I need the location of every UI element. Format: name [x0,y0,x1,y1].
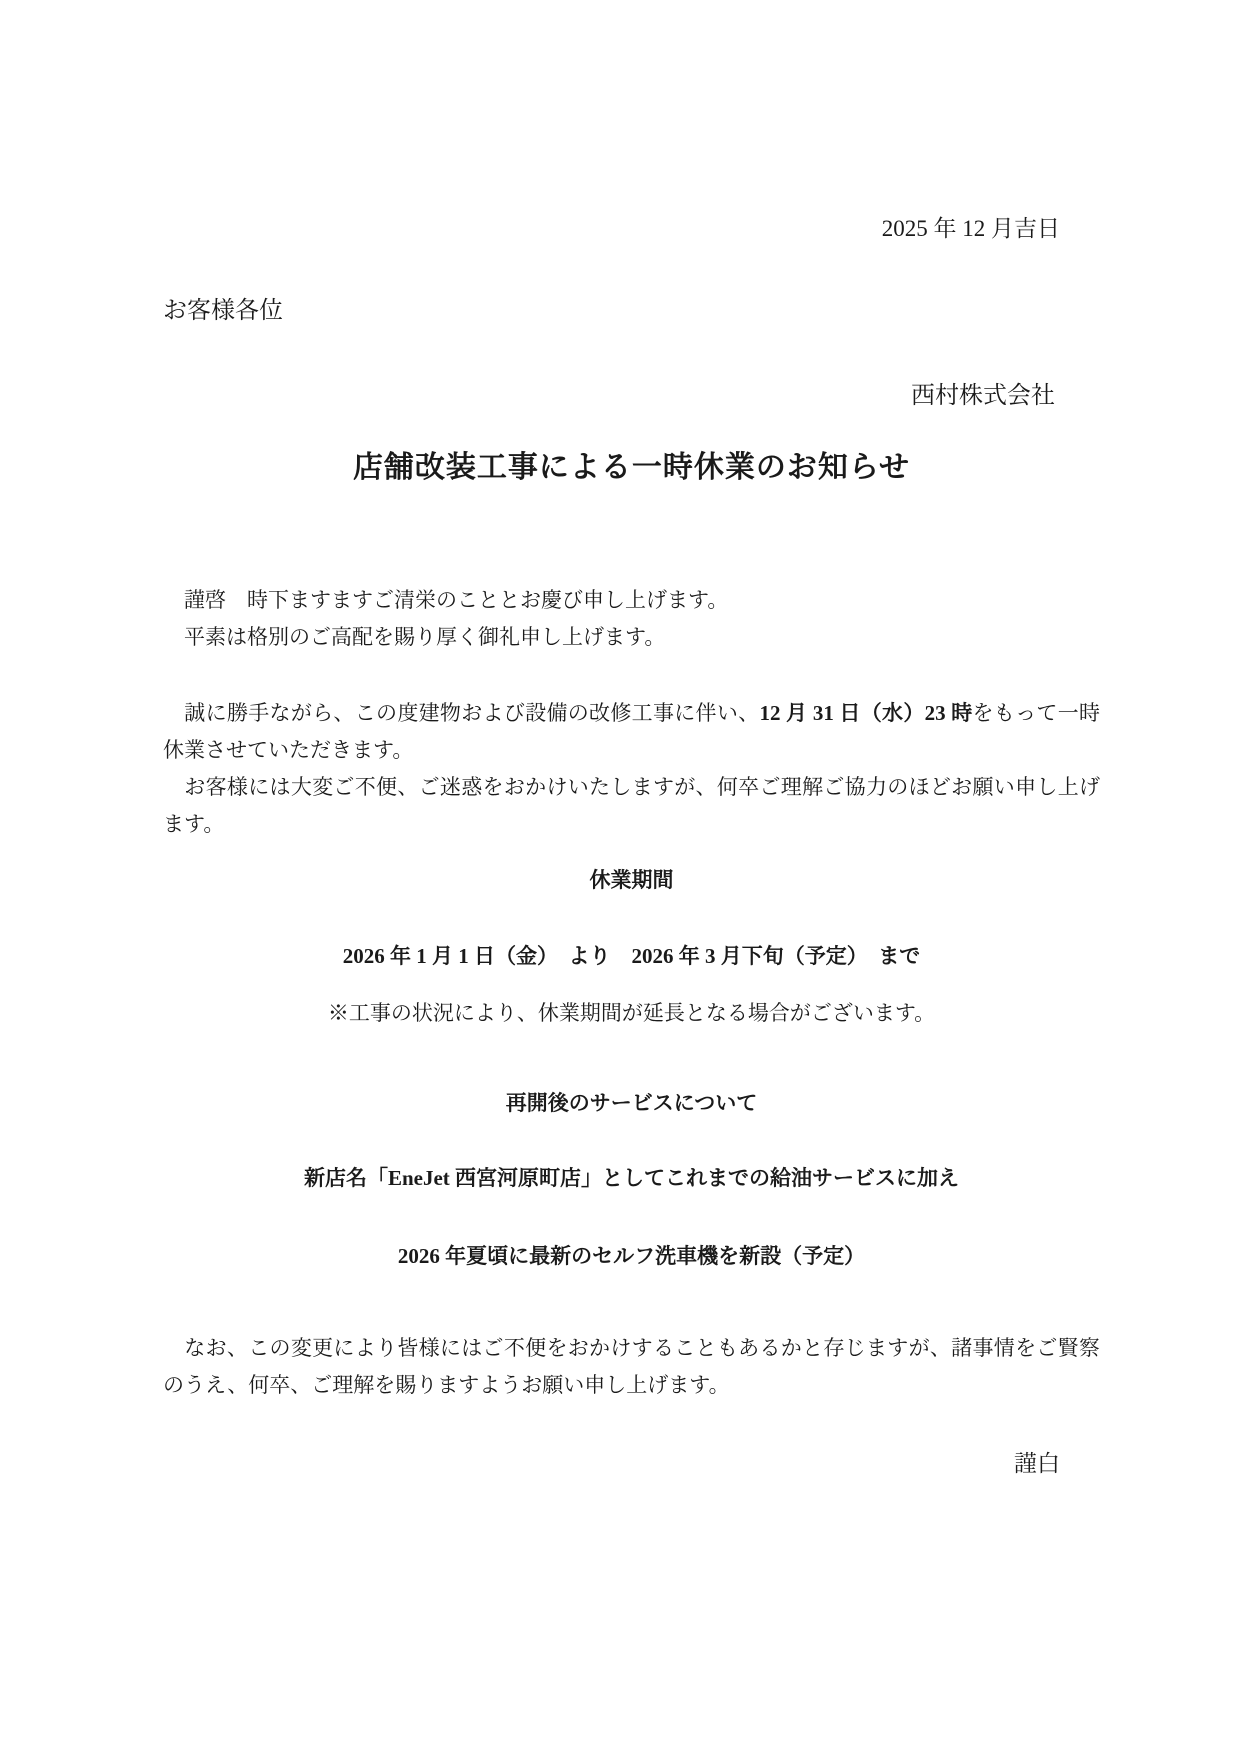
reopen-section-heading: 再開後のサービスについて [505,1091,758,1115]
closure-period-line: 2026 年 1 月 1 日（金） より 2026 年 3 月下旬（予定） まで [342,944,921,968]
announcement-lead-text: 誠に勝手ながら、この度建物および設備の改修工事に伴い、 [163,701,760,725]
closure-note-line: ※工事の状況により、休業期間が延長となる場合がございます。 [327,1001,936,1025]
new-store-name-line: 新店名「EneJet 西宮河原町店」としてこれまでの給油サービスに加え [303,1166,960,1190]
greeting-line-2: 平素は格別のご高配を賜り厚く御礼申し上げます。 [163,625,666,649]
recipient-line: お客様各位 [163,298,283,324]
sender-line: 西村株式会社 [911,383,1055,409]
apology-paragraph: お客様には大変ご不便、ご迷惑をおかけいたしますが、何卒ご理解ご協力のほどお願い申し上げます。 [163,775,1100,836]
announcement-tail-text: をもって一時休業させていただきます。 [163,701,1101,762]
greeting-line-1: 謹啓 時下ますますご清栄のこととお慶び申し上げます。 [163,588,729,612]
date-line: 2025 年 12 月吉日 [881,216,1060,241]
announcement-deadline: 12 月 31 日（水）23 時 [759,701,973,725]
carwash-plan-line: 2026 年夏頃に最新のセルフ洗車機を新設（予定） [397,1244,866,1268]
greeting-paragraphs [163,582,1100,656]
document-title: 店舗改装工事による一時休業のお知らせ [352,451,911,484]
conclusion-paragraph: なお、この変更により皆様にはご不便をおかけすることもあるかと存じますが、諸事情をご賢察のうえ、何卒、ご理解を賜りますようお願い申し上げます。 [163,1336,1100,1397]
closing-word: 謹白 [1014,1451,1060,1476]
announcement-paragraph [163,695,1100,769]
main-body [163,695,1100,843]
closure-section-heading: 休業期間 [589,868,674,892]
